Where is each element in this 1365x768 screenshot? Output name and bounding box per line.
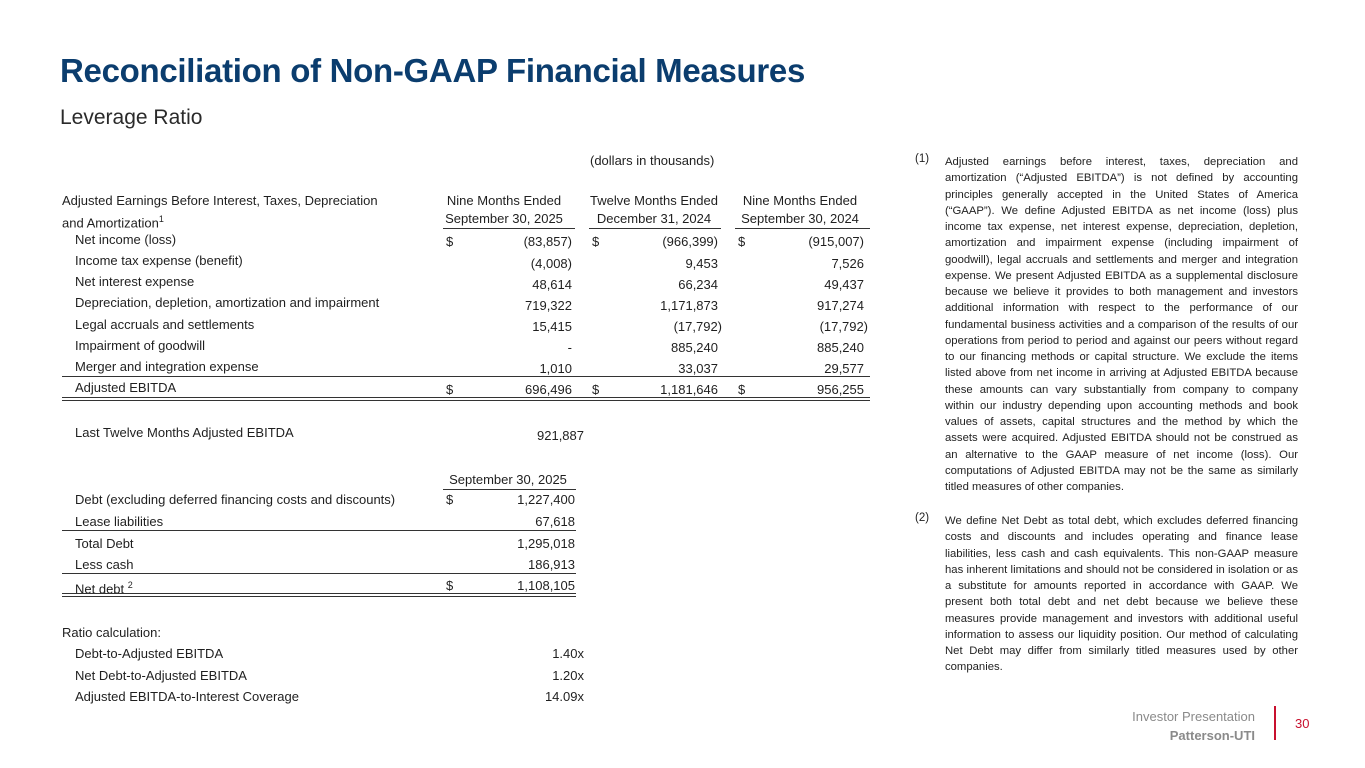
table-cell: 48,614 [532, 277, 572, 292]
adjusted-ebitda-label: Adjusted EBITDA [75, 380, 177, 395]
adjusted-ebitda-value: 1,181,646 [660, 382, 718, 397]
table-cell: 15,415 [532, 319, 572, 334]
footer-divider [1274, 706, 1276, 740]
table-cell: 66,234 [678, 277, 718, 292]
footer-brand [1132, 707, 1255, 745]
company-logo-text: Patterson-UTI [1169, 728, 1255, 743]
table-cell: 67,618 [535, 514, 575, 529]
currency-symbol: $ [592, 234, 600, 249]
currency-symbol: $ [592, 382, 600, 397]
currency-symbol: $ [446, 234, 454, 249]
table-cell: (17,792) [673, 319, 722, 334]
table-cell: 719,322 [525, 298, 572, 313]
table-cell: 186,913 [528, 557, 575, 572]
ratio-value: 1.40x [552, 646, 584, 661]
table-row-label: Income tax expense (benefit) [75, 253, 243, 268]
table-row-label: Less cash [75, 557, 134, 572]
currency-symbol: $ [446, 578, 454, 593]
column-header-nine-months-2024: Nine Months Ended September 30, 2024 [741, 193, 859, 226]
currency-symbol: $ [738, 382, 746, 397]
table-cell: (915,007) [808, 234, 864, 249]
adjusted-ebitda-value: 956,255 [817, 382, 864, 397]
table-row-label: Legal accruals and settlements [75, 317, 255, 332]
table-cell: 917,274 [817, 298, 864, 313]
currency-symbol: $ [446, 492, 454, 507]
table-cell: 7,526 [831, 256, 864, 271]
footnote-1-text: Adjusted earnings before interest, taxes, depreciation and amortization (“Adjusted EBITDA”) is not defined by accounting principles generally accepted in the United States of America (“GAAP”). We define Adjusted EBITDA as net income (loss) plus income tax expense, net interest expense, depreciation, depletion, amortization and impairment expense (including impairment of goodwill), legal accruals and settlements and merger and integration expense. We present Adjusted EBITDA as a supplemental disclosure because we believe it provides to both management and investors additional information with respect to the performance of our fundamental business activities and a comparison of the results of our operations from period to period and against our peers without regard to our financing methods or capital structure. We exclude the items listed above from net income in arriving at Adjusted EBITDA because these amounts can vary substantially from company to company within our industry depending upon accounting methods and book values of assets, capital structures and the method by which the assets were acquired. Adjusted EBITDA should not be construed as an alternative to the GAAP measure of net income (loss). Our computations of Adjusted EBITDA may not be the same as similarly titled measures of other companies. [945, 156, 1298, 493]
table-cell: 1,295,018 [517, 536, 575, 551]
net-debt-label: Net debt $^2$ [75, 580, 133, 597]
table-cell: (17,792) [819, 319, 868, 334]
ratio-heading: Ratio calculation: [62, 625, 161, 640]
table-row-label: Debt (excluding deferred financing costs and discounts) [75, 492, 396, 507]
adjusted-ebitda-value: 696,496 [525, 382, 572, 397]
table-cell: 9,453 [685, 256, 718, 271]
table-cell: 885,240 [671, 340, 718, 355]
table-row-label: Merger and integration expense [75, 359, 259, 374]
ltm-ebitda-value: 921,887 [537, 428, 584, 443]
table-cell: 1,010 [539, 361, 572, 376]
footer-presentation-label: Investor Presentation [1132, 709, 1255, 724]
debt-column-header: September 30, 2025 [449, 472, 567, 487]
ltm-ebitda-label: Last Twelve Months Adjusted EBITDA [75, 425, 294, 440]
ratio-label: Adjusted EBITDA-to-Interest Coverage [75, 689, 299, 704]
table-cell: 885,240 [817, 340, 864, 355]
ratio-value: 1.20x [552, 668, 584, 683]
table-cell: - [567, 340, 572, 355]
footnote-2-marker: (2) [915, 512, 930, 524]
table-row-label: Depreciation, depletion, amortization and impairment [75, 295, 380, 310]
table-row-label: Lease liabilities [75, 514, 164, 529]
table-cell: 1,227,400 [517, 492, 575, 507]
table-cell: (4,008) [530, 256, 572, 271]
page-subtitle: Leverage Ratio [60, 106, 203, 129]
column-header-twelve-months-2024: Twelve Months Ended December 31, 2024 [590, 193, 718, 226]
table-row-label: Net income (loss) [75, 232, 177, 247]
table-cell: 33,037 [678, 361, 718, 376]
table-cell: 49,437 [824, 277, 864, 292]
page-number: 30 [1295, 716, 1310, 731]
table-cell: (83,857) [523, 234, 572, 249]
page-title: Reconciliation of Non-GAAP Financial Measures [60, 52, 806, 89]
column-header-nine-months-2025: Nine Months Ended September 30, 2025 [445, 193, 563, 226]
ratio-label: Debt-to-Adjusted EBITDA [75, 646, 224, 661]
ratio-value: 14.09x [544, 689, 584, 704]
table-cell: 1,171,873 [660, 298, 718, 313]
table-row-label: Total Debt [75, 536, 134, 551]
units-note: (dollars in thousands) [590, 153, 715, 168]
table-row-label: Net interest expense [75, 274, 195, 289]
ratio-label: Net Debt-to-Adjusted EBITDA [75, 668, 247, 683]
currency-symbol: $ [446, 382, 454, 397]
ebitda-section-label: Adjusted Earnings Before Interest, Taxes, Depreciation and Amortization$^1$ [62, 193, 378, 231]
table-cell: (966,399) [662, 234, 718, 249]
footnote-2-text: We define Net Debt as total debt, which excludes deferred financing costs and discounts and includes operating and finance lease liabilities, less cash and cash equivalents. This non-GAAP measure has inherent limitations and should not be considered in isolation or as a substitute for amounts reported in accordance with GAAP. We present both total debt and net debt because we believe these measures provide management and investors with additional useful information to assess our liquidity position. Our method of calculating Net Debt may differ from similarly titled measures used by other companies. [945, 515, 1298, 674]
table-cell: 29,577 [824, 361, 864, 376]
net-debt-value: 1,108,105 [517, 578, 575, 593]
footnote-1-marker: (1) [915, 153, 930, 165]
table-row-label: Impairment of goodwill [75, 338, 206, 353]
currency-symbol: $ [738, 234, 746, 249]
